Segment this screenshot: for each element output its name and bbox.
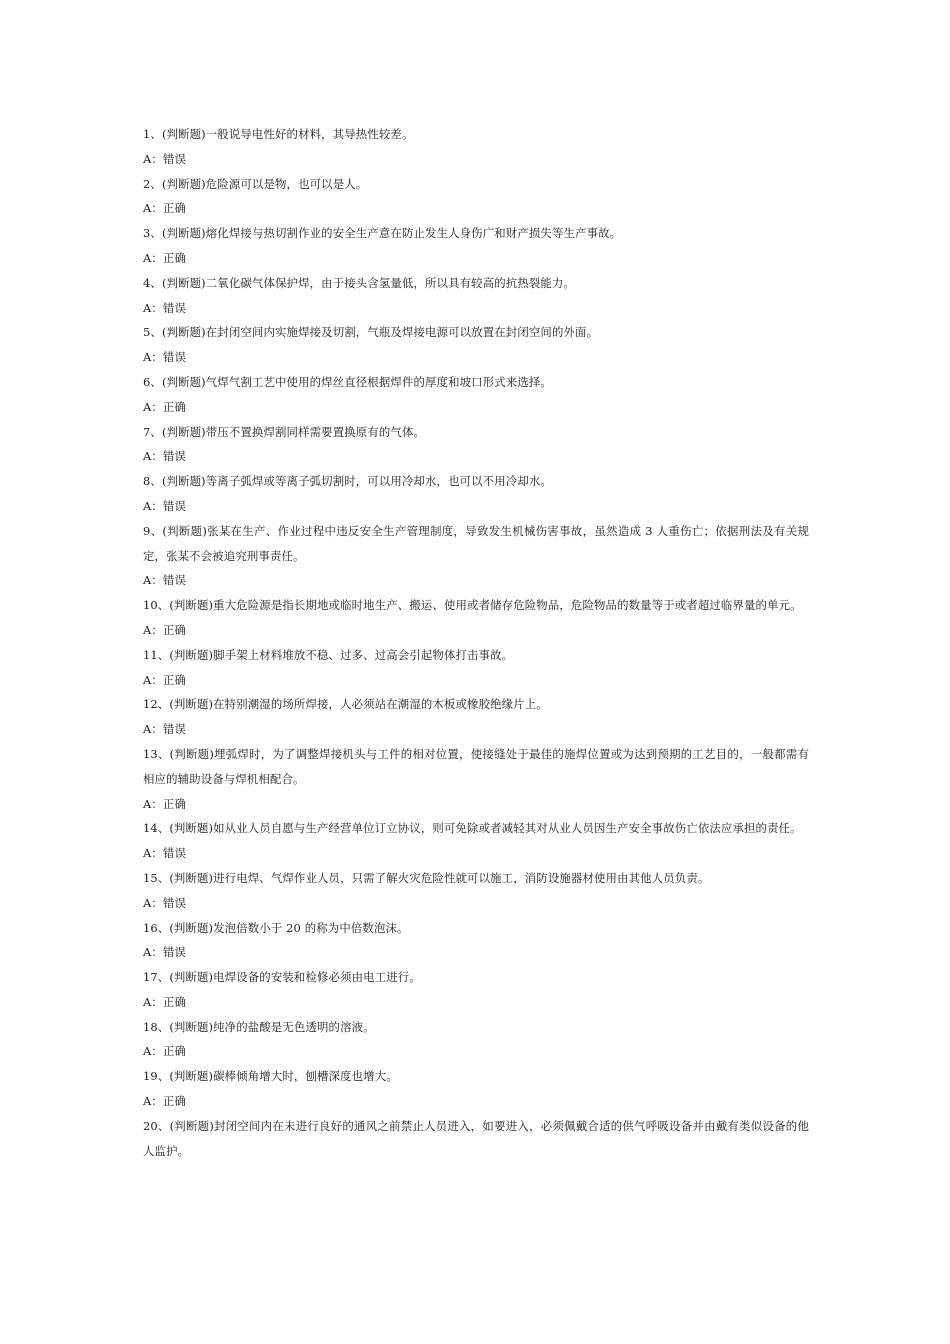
question-item bbox=[143, 593, 809, 643]
question-item bbox=[143, 692, 809, 742]
answer-text: A：错误 bbox=[143, 449, 186, 464]
question-text: 18、(判断题)纯净的盐酸是无色透明的溶液。 bbox=[143, 1019, 375, 1034]
answer-text: A：错误 bbox=[143, 151, 186, 166]
question-text: 10、(判断题)重大危险源是指长期地或临时地生产、搬运、使用或者储存危险物品，危险物品的数量等于或者超过临界量的单元。 bbox=[143, 598, 802, 613]
question-text: 13、(判断题)埋弧焊时，为了调整焊接机头与工件的相对位置，使接缝处于最佳的施焊位置或为达到预期的工艺目的，一般都需有相应的辅助设备与焊机相配合。 bbox=[143, 746, 809, 786]
question-text: 14、(判断题)如从业人员自愿与生产经营单位订立协议，则可免除或者减轻其对从业人员因生产安全事故伤亡依法应承担的责任。 bbox=[143, 821, 802, 836]
question-text: 16、(判断题)发泡倍数小于 20 的称为中倍数泡沫。 bbox=[143, 920, 409, 935]
question-item bbox=[143, 1015, 809, 1065]
question-text: 6、(判断题)气焊气割工艺中使用的焊丝直径根据焊件的厚度和坡口形式来选择。 bbox=[143, 374, 552, 389]
question-item bbox=[143, 643, 809, 693]
question-text: 9、(判断题)张某在生产、作业过程中违反安全生产管理制度，导致发生机械伤害事故，虽然造成 3 人重伤亡；依据刑法及有关规定，张某不会被追究刑事责任。 bbox=[143, 523, 809, 563]
answer-text: A：错误 bbox=[143, 498, 186, 513]
question-text: 15、(判断题)进行电焊、气焊作业人员，只需了解火灾危险性就可以施工，消防设施器材使用由其他人员负责。 bbox=[143, 870, 710, 885]
answer-text: A：正确 bbox=[143, 622, 186, 637]
answer-text: A：错误 bbox=[143, 722, 186, 737]
answer-text: A：正确 bbox=[143, 1044, 186, 1059]
question-text: 7、(判断题)带压不置换焊割同样需要置换原有的气体。 bbox=[143, 424, 426, 439]
answer-text: A：正确 bbox=[143, 796, 186, 811]
question-item bbox=[143, 122, 809, 172]
question-text: 4、(判断题)二氧化碳气体保护焊，由于接头含氢量低，所以具有较高的抗热裂能力。 bbox=[143, 275, 576, 290]
question-item bbox=[143, 172, 809, 222]
question-text: 19、(判断题)碳棒倾角增大时，刨槽深度也增大。 bbox=[143, 1069, 398, 1084]
answer-text: A：正确 bbox=[143, 399, 186, 414]
answer-text: A：错误 bbox=[143, 895, 186, 910]
question-text: 17、(判断题)电焊设备的安装和检修必须由电工进行。 bbox=[143, 970, 421, 985]
question-item bbox=[143, 221, 809, 271]
question-item bbox=[143, 742, 809, 816]
question-text: 2、(判断题)危险源可以是物，也可以是人。 bbox=[143, 176, 368, 191]
question-text: 5、(判断题)在封闭空间内实施焊接及切割，气瓶及焊接电源可以放置在封闭空间的外面。 bbox=[143, 325, 599, 340]
answer-text: A：正确 bbox=[143, 994, 186, 1009]
question-item bbox=[143, 965, 809, 1015]
answer-text: A：正确 bbox=[143, 250, 186, 265]
answer-text: A：正确 bbox=[143, 201, 186, 216]
question-text: 3、(判断题)熔化焊接与热切割作业的安全生产意在防止发生人身伤广和财产损失等生产事故。 bbox=[143, 226, 622, 241]
question-item bbox=[143, 370, 809, 420]
question-text: 8、(判断题)等离子弧焊或等离子弧切割时，可以用冷却水，也可以不用冷却水。 bbox=[143, 474, 552, 489]
question-item bbox=[143, 420, 809, 470]
question-text: 12、(判断题)在特别潮湿的场所焊接，人必须站在潮湿的木板或橡胶绝缘片上。 bbox=[143, 697, 548, 712]
document-page bbox=[143, 122, 809, 1163]
question-text: 11、(判断题)脚手架上材料堆放不稳、过多、过高会引起物体打击事故。 bbox=[143, 647, 514, 662]
answer-text: A：错误 bbox=[143, 573, 186, 588]
question-item bbox=[143, 1064, 809, 1114]
question-item bbox=[143, 916, 809, 966]
answer-text: A：错误 bbox=[143, 300, 186, 315]
answer-text: A：错误 bbox=[143, 350, 186, 365]
answer-text: A：错误 bbox=[143, 945, 186, 960]
question-item bbox=[143, 519, 809, 593]
question-item bbox=[143, 1114, 809, 1164]
answer-text: A：错误 bbox=[143, 846, 186, 861]
question-item bbox=[143, 271, 809, 321]
answer-text: A：正确 bbox=[143, 672, 186, 687]
question-item bbox=[143, 816, 809, 866]
question-item bbox=[143, 866, 809, 916]
answer-text: A：正确 bbox=[143, 1094, 186, 1109]
question-item bbox=[143, 320, 809, 370]
question-item bbox=[143, 469, 809, 519]
question-text: 1、(判断题)一般说导电性好的材料，其导热性较差。 bbox=[143, 127, 414, 141]
question-text: 20、(判断题)封闭空间内在未进行良好的通风之前禁止人员进入，如要进入，必须佩戴合适的供气呼吸设备并由戴有类似设备的他人监护。 bbox=[143, 1118, 809, 1158]
